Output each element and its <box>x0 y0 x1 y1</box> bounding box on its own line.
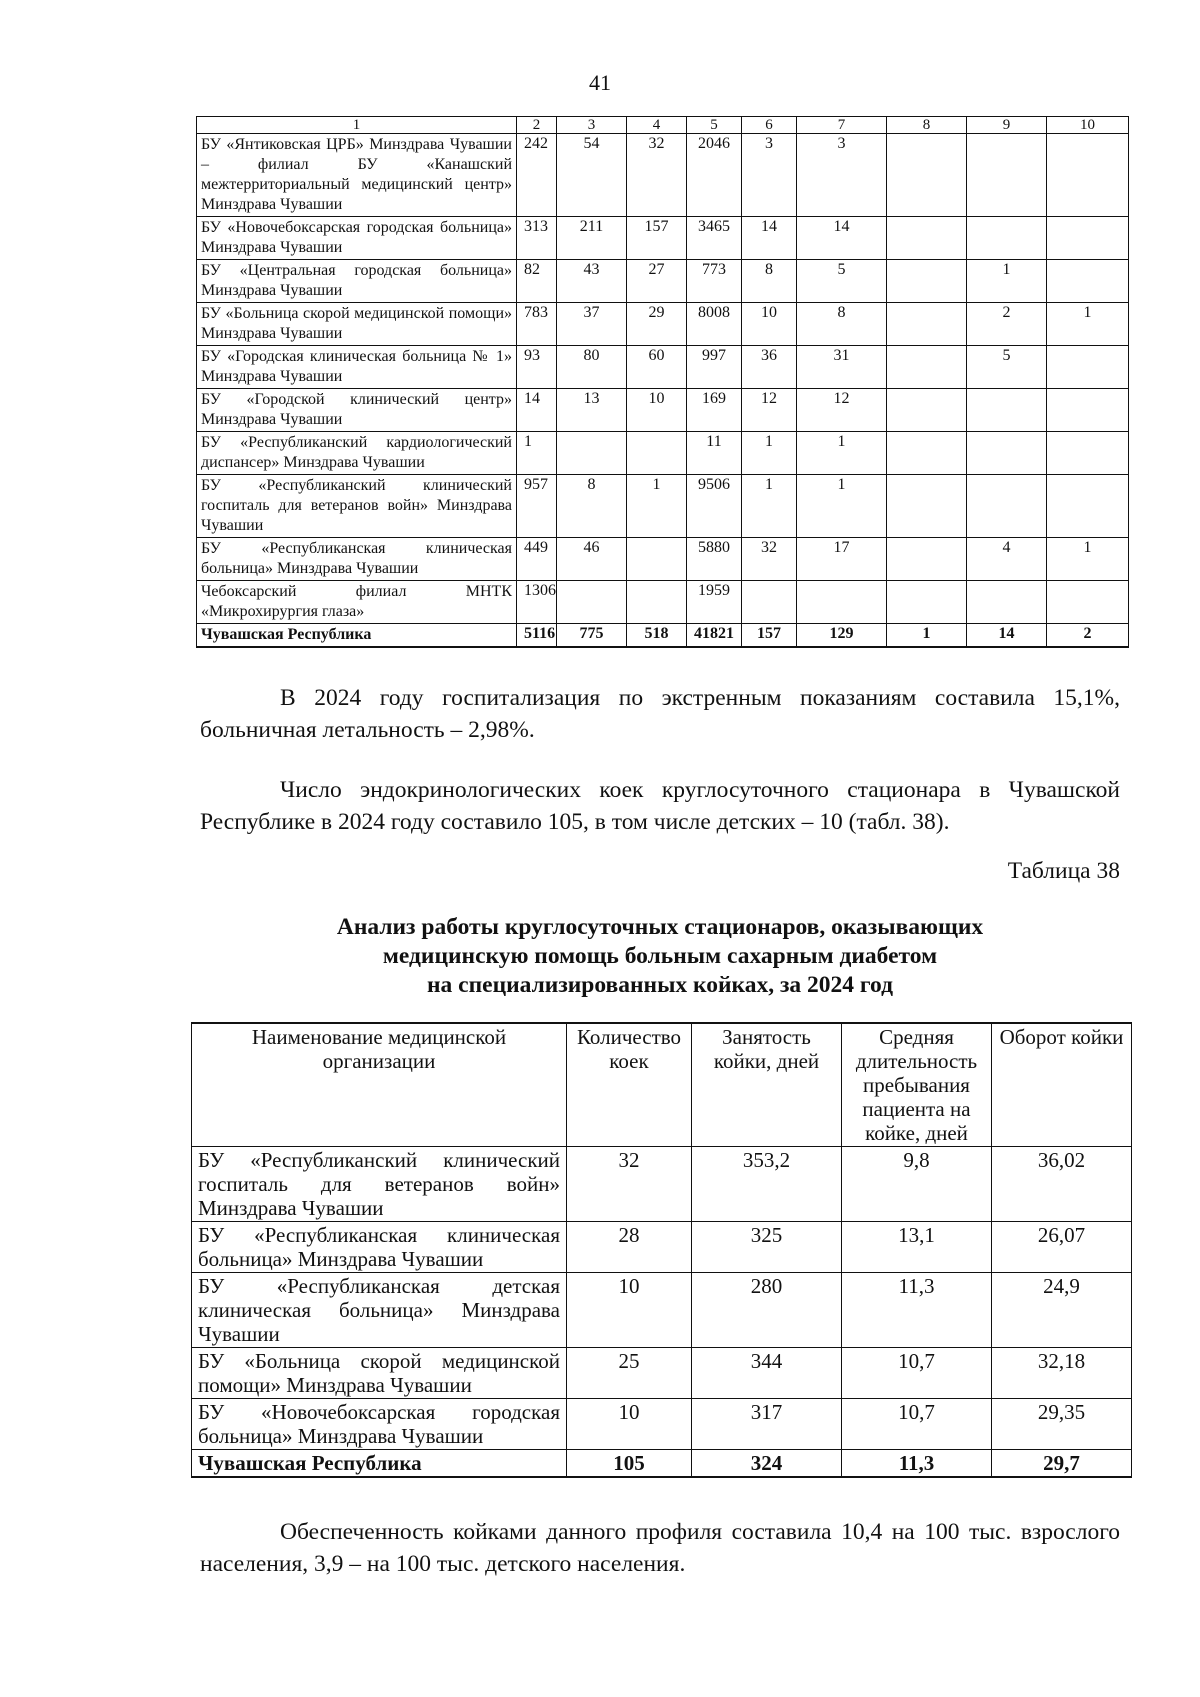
table-row <box>197 389 1129 432</box>
value-cell <box>887 475 967 538</box>
total-value: 2 <box>1047 624 1129 648</box>
value-cell: 14 <box>797 217 887 260</box>
table-caption <box>200 913 1120 1000</box>
value-cell <box>627 432 687 475</box>
value-cell: 1306 <box>517 581 557 624</box>
header-avg-stay: Средняя длительность пребывания пациента на койке, дней <box>842 1023 992 1147</box>
value-cell <box>887 217 967 260</box>
total-value: 105 <box>567 1450 692 1478</box>
value-cell: 54 <box>557 134 627 217</box>
value-cell: 25 <box>567 1348 692 1399</box>
org-name-cell: БУ «Республиканский клинический госпиталь для ветеранов войн» Минздрава Чувашии <box>192 1147 567 1222</box>
paragraph-bed-provision-text: Обеспеченность койками данного профиля составила 10,4 на 100 тыс. взрослого населения, 3,9 – на 100 тыс. детского населения. <box>200 1519 1120 1577</box>
value-cell <box>967 217 1047 260</box>
value-cell: 1 <box>1047 303 1129 346</box>
total-value: 41821 <box>687 624 742 648</box>
value-cell: 317 <box>692 1399 842 1450</box>
value-cell: 8 <box>557 475 627 538</box>
value-cell: 280 <box>692 1273 842 1348</box>
value-cell: 80 <box>557 346 627 389</box>
value-cell: 13 <box>557 389 627 432</box>
value-cell <box>557 432 627 475</box>
column-number: 4 <box>627 117 687 134</box>
value-cell: 24,9 <box>992 1273 1132 1348</box>
total-row <box>192 1450 1132 1478</box>
value-cell: 1 <box>967 260 1047 303</box>
page-number: 41 <box>589 70 611 95</box>
paragraph-hospitalization-text: В 2024 году госпитализация по экстренным показаниям составила 15,1%, больничная летальность – 2,98%. <box>200 685 1120 743</box>
value-cell <box>1047 260 1129 303</box>
value-cell: 1 <box>627 475 687 538</box>
value-cell: 10,7 <box>842 1399 992 1450</box>
value-cell: 26,07 <box>992 1222 1132 1273</box>
table-row <box>197 432 1129 475</box>
value-cell <box>1047 134 1129 217</box>
total-value: 1 <box>887 624 967 648</box>
table-row <box>192 1399 1132 1450</box>
value-cell <box>742 581 797 624</box>
value-cell: 957 <box>517 475 557 538</box>
value-cell <box>1047 432 1129 475</box>
value-cell: 28 <box>567 1222 692 1273</box>
value-cell: 449 <box>517 538 557 581</box>
value-cell <box>887 260 967 303</box>
value-cell: 29 <box>627 303 687 346</box>
value-cell: 11,3 <box>842 1273 992 1348</box>
total-label: Чувашская Республика <box>197 624 517 648</box>
column-number: 5 <box>687 117 742 134</box>
value-cell <box>1047 475 1129 538</box>
value-cell: 12 <box>797 389 887 432</box>
paragraph-bed-provision <box>200 1516 1120 1580</box>
value-cell: 2 <box>967 303 1047 346</box>
org-name-cell: БУ «Республиканский кардиологический диспансер» Минздрава Чувашии <box>197 432 517 475</box>
value-cell: 4 <box>967 538 1047 581</box>
org-name-cell: БУ «Республиканская детская клиническая больница» Минздрава Чувашии <box>192 1273 567 1348</box>
value-cell: 1 <box>517 432 557 475</box>
table-row <box>197 475 1129 538</box>
value-cell: 82 <box>517 260 557 303</box>
value-cell: 10 <box>627 389 687 432</box>
beds-table-continuation <box>196 116 1129 648</box>
value-cell: 157 <box>627 217 687 260</box>
value-cell: 17 <box>797 538 887 581</box>
header-bed-count: Количество коек <box>567 1023 692 1147</box>
value-cell: 3 <box>797 134 887 217</box>
value-cell: 8 <box>797 303 887 346</box>
value-cell: 11 <box>687 432 742 475</box>
value-cell: 169 <box>687 389 742 432</box>
value-cell: 60 <box>627 346 687 389</box>
total-value: 775 <box>557 624 627 648</box>
value-cell <box>627 538 687 581</box>
value-cell: 32 <box>627 134 687 217</box>
value-cell: 773 <box>687 260 742 303</box>
value-cell: 10,7 <box>842 1348 992 1399</box>
paragraph-endocrine-beds-text: Число эндокринологических коек круглосуточного стационара в Чувашской Республике в 2024 году составило 105, в том числе детских – 10 (табл. 38). <box>200 777 1120 835</box>
table-row <box>197 303 1129 346</box>
value-cell: 1 <box>1047 538 1129 581</box>
value-cell: 5 <box>967 346 1047 389</box>
value-cell <box>887 538 967 581</box>
value-cell: 14 <box>742 217 797 260</box>
column-number: 3 <box>557 117 627 134</box>
value-cell: 36,02 <box>992 1147 1132 1222</box>
value-cell <box>557 581 627 624</box>
value-cell <box>887 581 967 624</box>
value-cell: 14 <box>517 389 557 432</box>
table-row <box>197 346 1129 389</box>
column-number: 2 <box>517 117 557 134</box>
value-cell: 10 <box>567 1273 692 1348</box>
value-cell: 13,1 <box>842 1222 992 1273</box>
value-cell: 32,18 <box>992 1348 1132 1399</box>
column-number-row <box>197 117 1129 134</box>
value-cell: 5880 <box>687 538 742 581</box>
value-cell: 325 <box>692 1222 842 1273</box>
value-cell: 242 <box>517 134 557 217</box>
value-cell <box>1047 217 1129 260</box>
value-cell: 31 <box>797 346 887 389</box>
value-cell: 12 <box>742 389 797 432</box>
caption-line: Анализ работы круглосуточных стационаров, оказывающих <box>336 914 984 940</box>
value-cell: 3465 <box>687 217 742 260</box>
value-cell: 8 <box>742 260 797 303</box>
table-row <box>197 134 1129 217</box>
value-cell: 29,35 <box>992 1399 1132 1450</box>
value-cell: 5 <box>797 260 887 303</box>
table-label: Таблица 38 <box>1007 858 1120 884</box>
org-name-cell: БУ «Республиканская клиническая больница» Минздрава Чувашии <box>192 1222 567 1273</box>
org-name-cell: БУ «Городской клинический центр» Минздрава Чувашии <box>197 389 517 432</box>
value-cell: 211 <box>557 217 627 260</box>
table-row <box>192 1348 1132 1399</box>
value-cell <box>1047 346 1129 389</box>
value-cell <box>887 389 967 432</box>
value-cell: 36 <box>742 346 797 389</box>
value-cell: 32 <box>742 538 797 581</box>
org-name-cell: Чебоксарский филиал МНТК «Микрохирургия глаза» <box>197 581 517 624</box>
value-cell <box>967 432 1047 475</box>
value-cell <box>887 346 967 389</box>
value-cell: 1 <box>742 432 797 475</box>
value-cell: 1 <box>797 432 887 475</box>
value-cell <box>967 475 1047 538</box>
table-row <box>197 581 1129 624</box>
table-row <box>192 1147 1132 1222</box>
value-cell <box>967 389 1047 432</box>
value-cell: 997 <box>687 346 742 389</box>
value-cell: 37 <box>557 303 627 346</box>
total-label: Чувашская Республика <box>192 1450 567 1478</box>
org-name-cell: БУ «Новочебоксарская городская больница» Минздрава Чувашии <box>197 217 517 260</box>
column-number: 1 <box>197 117 517 134</box>
value-cell <box>1047 581 1129 624</box>
value-cell: 8008 <box>687 303 742 346</box>
total-value: 5116 <box>517 624 557 648</box>
value-cell: 27 <box>627 260 687 303</box>
value-cell <box>887 303 967 346</box>
column-number: 7 <box>797 117 887 134</box>
value-cell <box>967 581 1047 624</box>
total-value: 157 <box>742 624 797 648</box>
value-cell <box>797 581 887 624</box>
total-value: 129 <box>797 624 887 648</box>
table-row <box>192 1222 1132 1273</box>
value-cell: 1959 <box>687 581 742 624</box>
total-value: 518 <box>627 624 687 648</box>
caption-line: на специализированных койках, за 2024 год <box>427 972 893 998</box>
total-value: 14 <box>967 624 1047 648</box>
value-cell: 10 <box>567 1399 692 1450</box>
value-cell: 3 <box>742 134 797 217</box>
value-cell: 32 <box>567 1147 692 1222</box>
caption-line: медицинскую помощь больным сахарным диабетом <box>382 943 938 969</box>
value-cell <box>1047 389 1129 432</box>
value-cell: 10 <box>742 303 797 346</box>
value-cell: 353,2 <box>692 1147 842 1222</box>
org-name-cell: БУ «Городская клиническая больница № 1» Минздрава Чувашии <box>197 346 517 389</box>
org-name-cell: БУ «Новочебоксарская городская больница» Минздрава Чувашии <box>192 1399 567 1450</box>
total-value: 29,7 <box>992 1450 1132 1478</box>
value-cell <box>887 134 967 217</box>
table-row <box>197 538 1129 581</box>
org-name-cell: БУ «Республиканский клинический госпиталь для ветеранов войн» Минздрава Чувашии <box>197 475 517 538</box>
paragraph-endocrine-beds <box>200 774 1120 838</box>
value-cell: 344 <box>692 1348 842 1399</box>
value-cell <box>967 134 1047 217</box>
value-cell: 9,8 <box>842 1147 992 1222</box>
total-value: 11,3 <box>842 1450 992 1478</box>
table-row <box>197 217 1129 260</box>
column-number: 9 <box>967 117 1047 134</box>
value-cell <box>627 581 687 624</box>
diabetes-beds-table <box>191 1022 1132 1478</box>
value-cell: 2046 <box>687 134 742 217</box>
column-number: 8 <box>887 117 967 134</box>
org-name-cell: БУ «Республиканская клиническая больница» Минздрава Чувашии <box>197 538 517 581</box>
table-row <box>192 1273 1132 1348</box>
org-name-cell: БУ «Янтиковская ЦРБ» Минздрава Чувашии – филиал БУ «Канашский межтерриториальный медицинский центр» Минздрава Чувашии <box>197 134 517 217</box>
org-name-cell: БУ «Больница скорой медицинской помощи» Минздрава Чувашии <box>197 303 517 346</box>
column-number: 10 <box>1047 117 1129 134</box>
paragraph-hospitalization <box>200 682 1120 746</box>
value-cell: 1 <box>797 475 887 538</box>
value-cell <box>887 432 967 475</box>
total-row <box>197 624 1129 648</box>
header-bed-turnover: Оборот койки <box>992 1023 1132 1147</box>
header-org-name: Наименование медицинской организации <box>192 1023 567 1147</box>
value-cell: 9506 <box>687 475 742 538</box>
org-name-cell: БУ «Больница скорой медицинской помощи» Минздрава Чувашии <box>192 1348 567 1399</box>
value-cell: 93 <box>517 346 557 389</box>
value-cell: 1 <box>742 475 797 538</box>
value-cell: 46 <box>557 538 627 581</box>
table-row <box>197 260 1129 303</box>
header-bed-occupancy: Занятость койки, дней <box>692 1023 842 1147</box>
column-number: 6 <box>742 117 797 134</box>
total-value: 324 <box>692 1450 842 1478</box>
value-cell: 783 <box>517 303 557 346</box>
value-cell: 43 <box>557 260 627 303</box>
org-name-cell: БУ «Центральная городская больница» Минздрава Чувашии <box>197 260 517 303</box>
value-cell: 313 <box>517 217 557 260</box>
